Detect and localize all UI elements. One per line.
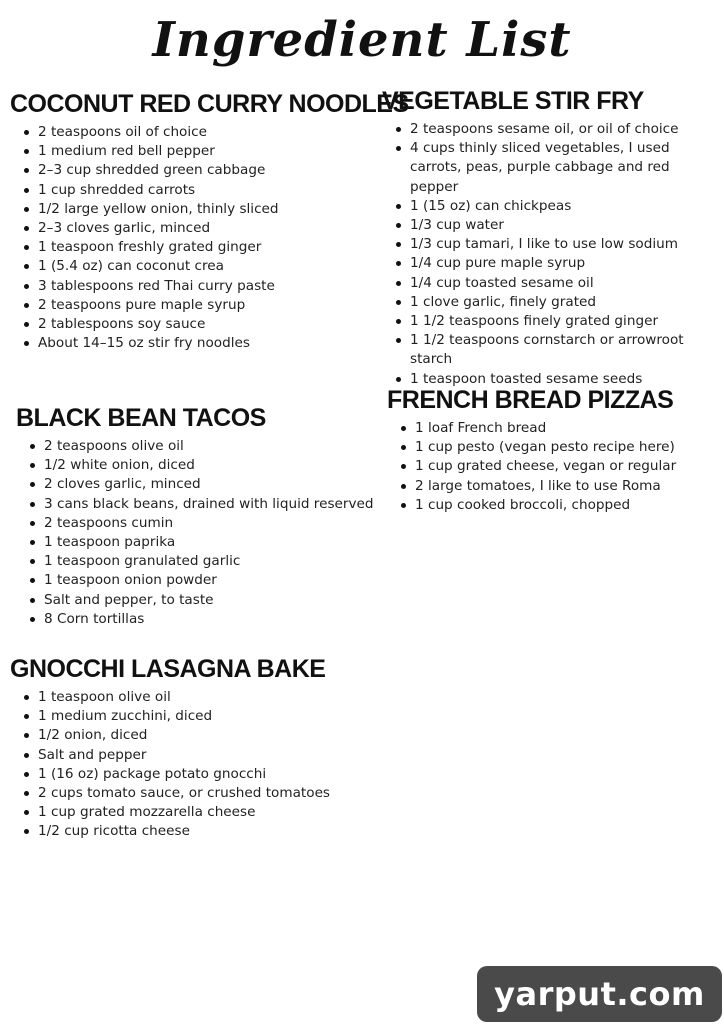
ingredient-list [10, 688, 370, 842]
list-item: 2–3 cloves garlic, minced [38, 219, 350, 238]
list-item: 2 teaspoons pure maple syrup [38, 296, 350, 315]
list-item: 1 (16 oz) package potato gnocchi [38, 765, 370, 784]
list-item: 4 cups thinly sliced vegetables, I used carrots, peas, purple cabbage and red pepper [410, 139, 718, 197]
section-heading: VEGETABLE STIR FRY [382, 87, 644, 115]
list-item: Salt and pepper, to taste [44, 591, 376, 610]
list-item: 2 teaspoons cumin [44, 514, 376, 533]
ingredient-list [387, 419, 717, 515]
ingredient-list [16, 437, 376, 629]
list-item: 8 Corn tortillas [44, 610, 376, 629]
list-item: 1 (15 oz) can chickpeas [410, 197, 718, 216]
list-item: 3 tablespoons red Thai curry paste [38, 277, 350, 296]
list-item: 2 tablespoons soy sauce [38, 315, 350, 334]
section-vegetable-stir-fry [382, 86, 718, 389]
section-french-bread-pizzas [387, 385, 717, 515]
list-item: 2 teaspoons oil of choice [38, 123, 350, 142]
list-item: 1 teaspoon toasted sesame seeds [410, 370, 718, 389]
section-gnocchi-lasagna-bake [10, 654, 370, 842]
list-item: 1 cup grated cheese, vegan or regular [415, 457, 717, 476]
list-item: 1/4 cup pure maple syrup [410, 254, 718, 273]
list-item: 2 cups tomato sauce, or crushed tomatoes [38, 784, 370, 803]
list-item: 1 teaspoon freshly grated ginger [38, 238, 350, 257]
section-black-bean-tacos [16, 403, 376, 629]
list-item: 2 large tomatoes, I like to use Roma [415, 477, 717, 496]
section-heading: GNOCCHI LASAGNA BAKE [10, 655, 326, 683]
list-item: 1/3 cup tamari, I like to use low sodium [410, 235, 718, 254]
list-item: 2–3 cup shredded green cabbage [38, 161, 350, 180]
section-heading: COCONUT RED CURRY NOODLES [10, 90, 409, 118]
section-coconut-red-curry-noodles [10, 89, 409, 353]
list-item: 1/2 large yellow onion, thinly sliced [38, 200, 350, 219]
section-heading: BLACK BEAN TACOS [16, 404, 266, 432]
ingredient-list [10, 123, 350, 353]
list-item: 1 cup cooked broccoli, chopped [415, 496, 717, 515]
list-item: 1 teaspoon olive oil [38, 688, 370, 707]
list-item: 1 1/2 teaspoons finely grated ginger [410, 312, 718, 331]
list-item: 1 teaspoon paprika [44, 533, 376, 552]
list-item: Salt and pepper [38, 746, 370, 765]
ingredient-list [382, 120, 718, 389]
list-item: 1 cup shredded carrots [38, 181, 350, 200]
list-item: 1/3 cup water [410, 216, 718, 235]
list-item: 2 teaspoons sesame oil, or oil of choice [410, 120, 718, 139]
section-heading: FRENCH BREAD PIZZAS [387, 386, 674, 414]
list-item: 1 1/2 teaspoons cornstarch or arrowroot starch [410, 331, 718, 369]
list-item: 1/2 white onion, diced [44, 456, 376, 475]
list-item: 1/2 onion, diced [38, 726, 370, 745]
list-item: 1 medium red bell pepper [38, 142, 350, 161]
list-item: 3 cans black beans, drained with liquid reserved [44, 495, 376, 514]
page-title: Ingredient List [152, 12, 572, 68]
list-item: 1 clove garlic, finely grated [410, 293, 718, 312]
list-item: 1 loaf French bread [415, 419, 717, 438]
list-item: 1 cup pesto (vegan pesto recipe here) [415, 438, 717, 457]
watermark: yarput.com [477, 966, 722, 1022]
list-item: About 14–15 oz stir fry noodles [38, 334, 350, 353]
list-item: 1/2 cup ricotta cheese [38, 822, 370, 841]
list-item: 1/4 cup toasted sesame oil [410, 274, 718, 293]
list-item: 1 (5.4 oz) can coconut crea [38, 257, 350, 276]
list-item: 2 cloves garlic, minced [44, 475, 376, 494]
list-item: 1 teaspoon granulated garlic [44, 552, 376, 571]
list-item: 1 medium zucchini, diced [38, 707, 370, 726]
list-item: 1 cup grated mozzarella cheese [38, 803, 370, 822]
list-item: 2 teaspoons olive oil [44, 437, 376, 456]
list-item: 1 teaspoon onion powder [44, 571, 376, 590]
